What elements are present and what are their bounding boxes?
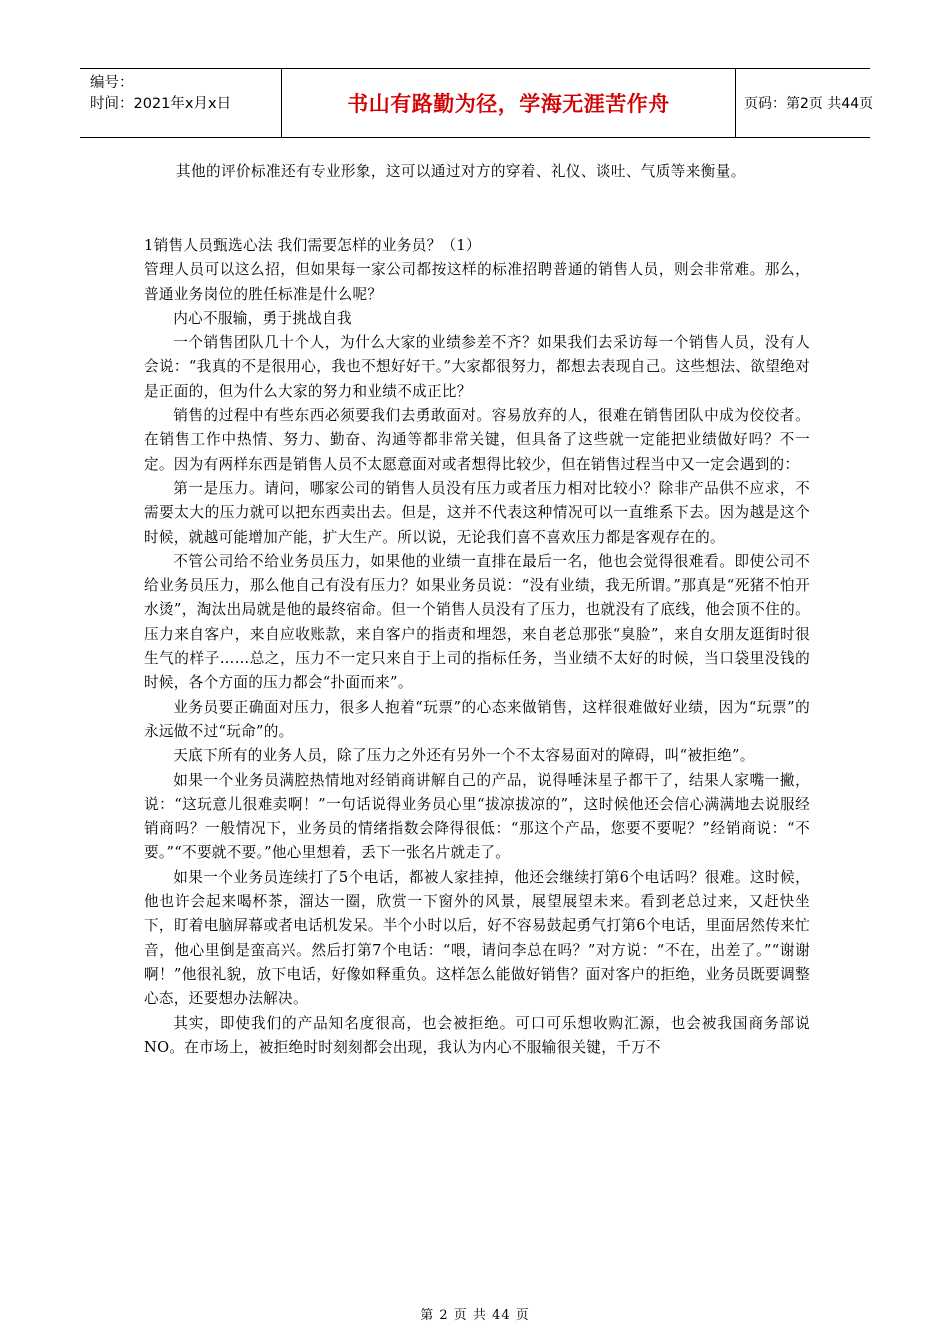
motto-text: 书山有路勤为径，学海无涯苦作舟 [347,92,670,116]
paragraph: 天底下所有的业务人员，除了压力之外还有另外一个不太容易面对的障碍，叫“被拒绝”。 [173,747,755,765]
header-motto-cell [282,69,736,137]
header-meta-cell [80,69,282,137]
paragraph: 一个销售团队几十个人，为什么大家的业绩参差不齐？如果我们去采访每一个销售人员，没有人会说：“我真的不是很用心，我也不想好好干。”大家都很努力，都想去表现自己。这些想法、欲望绝对是正面的，但为什么大家的努力和业绩不成正比？ [144,334,810,400]
section-title: 1销售人员甄选心法 我们需要怎样的业务员？（1） [144,237,481,254]
lead-paragraph: 其他的评价标准还有专业形象，这可以通过对方的穿着、礼仪、谈吐、气质等来衡量。 [176,163,746,180]
document-body [144,234,810,1060]
paragraph: 不管公司给不给业务员压力，如果他的业绩一直排在最后一名，他也会觉得很难看。即使公司不给业务员压力，那么他自己有没有压力？如果业务员说：“没有业绩，我无所谓。”那真是“死猪不怕开水烫”，淘汰出局就是他的最终宿命。但一个销售人员没有了压力，也就没有了底线，他会顶不住的。压力来自客户，来自应收账款，来自客户的指责和埋怨，来自老总那张“臭脸”，来自女朋友逛街时很生气的样子……总之，压力不一定只来自于上司的指标任务，当业绩不太好的时候，当口袋里没钱的时候，各个方面的压力都会“扑面而来”。 [144,552,810,692]
paragraph: 第一是压力。请问，哪家公司的销售人员没有压力或者压力相对比较小？除非产品供不应求，不需要太大的压力就可以把东西卖出去。但是，这并不代表这种情况可以一直维系下去。因为越是这个时候，就越可能增加产能，扩大生产。所以说，无论我们喜不喜欢压力都是客观存在的。 [144,479,810,546]
paragraph: 管理人员可以这么招，但如果每一家公司都按这样的标准招聘普通的销售人员，则会非常难。那么，普通业务岗位的胜任标准是什么呢？ [144,261,810,303]
page-code: 页码：第2页 共44页 [744,96,874,112]
paragraph: 业务员要正确面对压力，很多人抱着“玩票”的心态来做销售，这样很难做好业绩，因为“玩票”的永远做不过“玩命”的。 [144,698,810,740]
header-page-cell [736,69,874,137]
subheading: 内心不服输，勇于挑战自我 [173,309,352,327]
paragraph: 其实，即使我们的产品知名度很高，也会被拒绝。可口可乐想收购汇源，也会被我国商务部说NO。在市场上，被拒绝时时刻刻都会出现，我认为内心不服输很关键，千万不 [144,1014,810,1056]
document-time: 时间：2021年x月x日 [90,96,232,112]
page-footer: 第 2 页 共 44 页 [420,1308,530,1323]
document-number: 编号： [90,75,134,91]
header-table [80,68,874,138]
paragraph: 如果一个业务员连续打了5个电话，都被人家挂掉，他还会继续打第6个电话吗？很难。这时候，他也许会起来喝杯茶，溜达一圈，欣赏一下窗外的风景，展望展望未来。看到老总过来，又赶快坐下，盯着电脑屏幕或者电话机发呆。半个小时以后，好不容易鼓起勇气打第6个电话，里面居然传来忙音，他心里倒是蛮高兴。然后打第7个电话：“喂，请问李总在吗？”对方说：“不在，出差了。”“谢谢啊！”他很礼貌，放下电话，好像如释重负。这样怎么能做好销售？面对客户的拒绝，业务员既要调整心态，还要想办法解决。 [144,868,810,1008]
paragraph: 如果一个业务员满腔热情地对经销商讲解自己的产品，说得唾沫星子都干了，结果人家嘴一撇，说：“这玩意儿很难卖啊！”一句话说得业务员心里“拔凉拔凉的”，这时候他还会信心满满地去说服经销商吗？一般情况下，业务员的情绪指数会降得很低：“那这个产品，您要不要呢？”经销商说：“不要。”“不要就不要。”他心里想着，丢下一张名片就走了。 [144,771,810,862]
paragraph: 销售的过程中有些东西必须要我们去勇敢面对。容易放弃的人，很难在销售团队中成为佼佼者。在销售工作中热情、努力、勤奋、沟通等都非常关键，但具备了这些就一定能把业绩做好吗？不一定。因为有两样东西是销售人员不太愿意面对或者想得比较少，但在销售过程当中又一定会遇到的： [144,407,810,473]
